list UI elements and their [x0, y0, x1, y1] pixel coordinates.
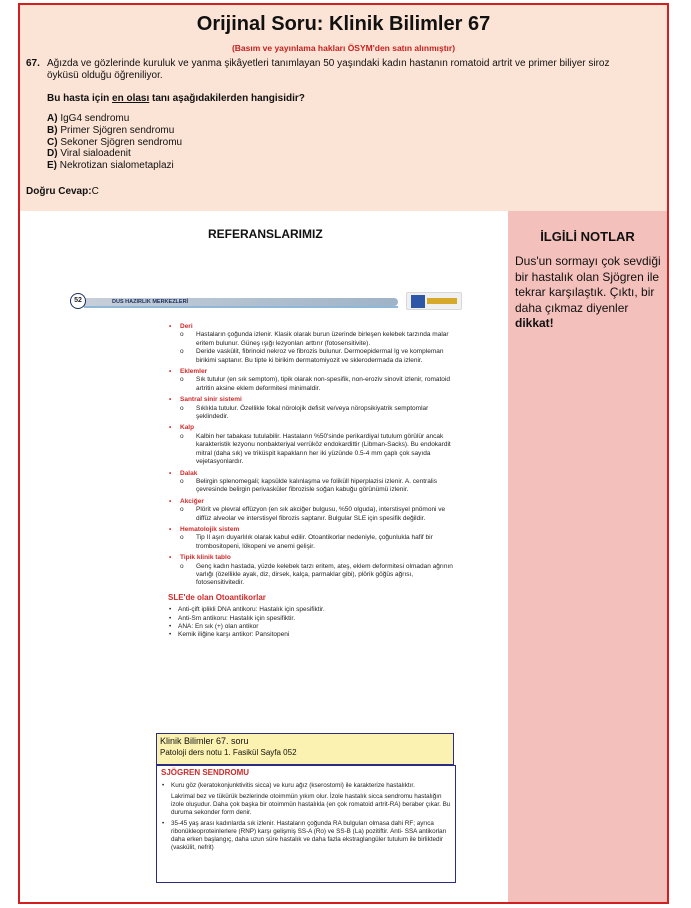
section-item: o Plörit ve plevral effüzyon (en sık akciğer bulgusu, %50 olguda), interstisyel pnömoni ve diffüz alveolar ve interstisyel fibrozis saptanır. Bulgular SLE için spesifik değildir.	[180, 506, 446, 522]
section-title: • Kalp	[168, 424, 458, 432]
sle-antibodies-title: SLE'de olan Otoantikorlar	[168, 592, 266, 602]
option-d	[47, 148, 182, 160]
question-panel	[20, 5, 667, 211]
correct-answer	[26, 186, 99, 197]
option-c	[47, 137, 182, 149]
option-text: Primer Sjögren sendromu	[60, 124, 175, 136]
antibody-item: • Anti-çift iplikli DNA antikoru: Hastalık için spesifiktir.	[168, 606, 458, 614]
antibody-item: • Anti-Sm antikoru: Hastalık için spesifiktir.	[168, 615, 458, 623]
doc-content	[168, 323, 458, 640]
question-prompt	[47, 93, 305, 104]
answer-label: Doğru Cevap:	[26, 186, 92, 197]
option-b	[47, 125, 182, 137]
section-item: o Sıklıkla tutulur. Özellikle fokal nörolojik defisit ve/veya nöropsikiyatrik semptomlar şeklindedir.	[180, 404, 429, 421]
item-text: Kalbin her tabakası tutulabilir. Hastaların %50'sinde perikardiyal tutulum görülür ancak karakteristik lezyonu nonbakteriyal verrüköz endokardittir (Libman-Sacks). Bu endokardit mitral (daha sık) ve triküspit kapakların her iki yüzünde 0.5-4 mm çaplı çok sayıda vejetasyonlardır.	[196, 432, 451, 466]
antibody-item: • Kemik iliğine karşı antikor: Pansitopeni	[168, 631, 458, 639]
section-title: • Hematolojik sistem	[168, 526, 458, 534]
doc-page-number: 52	[70, 293, 86, 309]
item-text: Plörit ve plevral effüzyon (en sık akciğer bulgusu, %50 olguda), interstisyel pnömoni ve diffüz alveolar ve interstisyel fibrozis saptanır. Bulgular SLE için spesifik değildir.	[196, 506, 446, 522]
option-letter: E)	[47, 160, 57, 172]
item-text: Belirgin splenomegali; kapsülde kalınlaşma ve foliküll hiperplazisi izlenir. A. centralis çevresinde belirgin perivasküler fibrozisle soğan kabuğu görünümü izlenir.	[196, 477, 437, 494]
answer-value: C	[91, 186, 99, 197]
sjogren-item: • Kuru göz (keratokonjunktivitis sicca) ve kuru ağız (kserostomi) ile karakterize hastalıktır.	[161, 782, 451, 790]
source-note-line2: Patoloji ders notu 1. Fasikül Sayfa 052	[160, 748, 297, 757]
option-text: Nekrotizan sialometaplazi	[59, 160, 174, 172]
section-item: o Tip II aşırı duyarlılık olarak kabul edilir. Otoantikorlar nedeniyle, çoğunlukla hafif bir trombositopeni, lökopeni ve anemi gelişir.	[180, 534, 433, 550]
option-text: IgG4 sendromu	[60, 113, 130, 124]
notes-emphasis: dikkat!	[515, 316, 554, 330]
notes-panel	[508, 211, 667, 902]
logo-mark	[411, 295, 425, 308]
logo-text-mark	[427, 298, 457, 304]
section-title: • Tipik klinik tablo	[168, 554, 458, 562]
section-item: o Genç kadın hastada, yüzde kelebek tarzı eritem, ateş, eklem deformitesi olmadan ağrının varlığı (özellikle ayak, diz, dirsek, kalça, parmaklar gibi), plörik göğüs ağrısı, fotosensitivitedir.	[180, 562, 453, 587]
prompt-underline: en olası	[112, 93, 150, 104]
antibody-item: • ANA: En sık (+) olan antikor	[168, 623, 458, 631]
option-e	[47, 160, 182, 172]
option-letter: D)	[47, 148, 58, 160]
section-title: • Eklemler	[168, 368, 458, 376]
page-title: Orijinal Soru: Klinik Bilimler 67	[196, 13, 491, 35]
source-note-box	[156, 733, 454, 765]
section-title: • Dalak	[168, 470, 458, 478]
sjogren-item: Lakrimal bez ve tükürük bezlerinde otoimmün yıkım olur. İzole hastalık sicca sendromu hastalığın izole oluşudur. Daha çok başka bir otoimmün hastalıkla (en çok romatoid artrit-RA) beraber çıkar. Bu duruma sekonder form denir.	[171, 793, 451, 817]
section-title: • Santral sinir sistemi	[168, 396, 458, 404]
section-item: o Hastaların çoğunda izlenir. Klasik olarak burun üzerinde birleşen kelebek tarzında malar eritem bulunur. Güneş ışığı lezyonları arttırır (fotosensitivite).	[180, 331, 449, 347]
option-a	[47, 113, 182, 125]
doc-header	[70, 291, 462, 311]
question-text: Ağızda ve gözlerinde kuruluk ve yanma şikâyetleri tanımlayan 50 yaşındaki kadın hastanın romatoid artrit ve primer biliyer siroz öyküsü olduğu öğreniliyor.	[47, 58, 610, 81]
publisher-logo	[406, 292, 462, 310]
item-text: Sık tutulur (en sık semptom), tipik olarak non-spesifik, non-eroziv sinovit izlenir, romatoid artritin aksine eklem deformitesi minimaldir.	[196, 376, 450, 392]
item-text: Tip II aşırı duyarlılık olarak kabul edilir. Otoantikorlar nedeniyle, çoğunlukla hafif bir trombositopeni, lökopeni ve anemi gelişir.	[196, 534, 433, 550]
question-number: 67.	[26, 58, 40, 69]
prompt-pre: Bu hasta için	[47, 93, 113, 104]
section-item: o Kalbin her tabakası tutulabilir. Hastaların %50'sinde perikardiyal tutulum görülür ancak karakteristik lezyonu nonbakteriyal verrüköz endokardittir (Libman-Sacks). Bu endokardit mitral (daha sık) ve triküspit kapakların her iki yüzünde 0.5-4 mm çaplı çok sayıda vejetasyonlardır.	[180, 432, 451, 466]
reference-page-image	[70, 291, 470, 881]
item-text: Deride vaskülit, fibrinoid nekroz ve fibrozis bulunur. Dermoepidermal Ig ve kompleman birikimi saptanır. Bu tipte ki birikim dermatomiyozit ve sklerodermada da izlenir.	[196, 348, 444, 364]
sjogren-box	[156, 765, 456, 883]
section-title: • Akciğer	[168, 498, 458, 506]
option-letter: A)	[47, 113, 58, 124]
option-text: Viral sialoadenit	[60, 148, 131, 160]
notes-body	[515, 254, 665, 332]
sjogren-item: • 35-45 yaş arası kadınlarda sık izlenir. Hastaların çoğunda RA bulguları olmasa dahi RF; ayrıca ribonükleoproteinlerlere (RNP) karşı gelişmiş SS-A (Ro) ve SS-B (La) pozitiftir. Anti- SSA antikorları daha erken başlangıç, daha uzun süre hastalık ve daha fazla ekstraglangüler tutulum ile birliktedir (vaskülit, nefrit)	[161, 820, 451, 852]
option-text: Sekoner Sjögren sendromu	[60, 136, 183, 148]
sjogren-title: SJÖGREN SENDROMU	[161, 768, 250, 777]
option-letter: B)	[47, 124, 58, 136]
item-text: Genç kadın hastada, yüzde kelebek tarzı eritem, ateş, eklem deformitesi olmadan ağrının varlığı (özellikle ayak, diz, dirsek, kalça, parmaklar gibi), plörik göğüs ağrısı, fotosensitivitedir.	[196, 562, 453, 587]
item-text: Hastaların çoğunda izlenir. Klasik olarak burun üzerinde birleşen kelebek tarzında malar eritem bulunur. Güneş ışığı lezyonları arttırır (fotosensitivite).	[196, 331, 449, 347]
section-item: o Belirgin splenomegali; kapsülde kalınlaşma ve foliküll hiperplazisi izlenir. A. centralis çevresinde belirgin perivasküler fibrozisle soğan kabuğu görünümü izlenir.	[180, 477, 437, 494]
page-frame	[18, 3, 669, 904]
references-title: REFERANSLARIMIZ	[208, 227, 323, 241]
copyright-note: (Basım ve yayınlama hakları ÖSYM'den satın alınmıştır)	[231, 43, 456, 53]
doc-header-label: DUS HAZIRLIK MERKEZLERİ	[112, 299, 189, 305]
answer-options	[47, 113, 182, 172]
notes-title: İLGİLİ NOTLAR	[540, 229, 635, 244]
notes-text: Dus'un sormayı çok sevdiği bir hastalık olan Sjögren ile tekrar karşılaştık. Çıktı, bir daha çıkmaz diyenler	[515, 254, 661, 315]
option-letter: C)	[47, 136, 58, 148]
prompt-post: tanı aşağıdakilerden hangisidir?	[149, 93, 305, 104]
item-text: Sıklıkla tutulur. Özellikle fokal nörolojik defisit ve/veya nöropsikiyatrik semptomlar şeklindedir.	[196, 404, 429, 421]
section-item: o Sık tutulur (en sık semptom), tipik olarak non-spesifik, non-eroziv sinovit izlenir, romatoid artritin aksine eklem deformitesi minimaldir.	[180, 376, 450, 392]
section-item: o Deride vaskülit, fibrinoid nekroz ve fibrozis bulunur. Dermoepidermal Ig ve kompleman birikimi saptanır. Bu tipte ki birikim dermatomiyozit ve sklerodermada da izlenir.	[180, 348, 444, 364]
section-title: • Deri	[168, 323, 458, 331]
source-note-line1: Klinik Bilimler 67. soru	[160, 736, 249, 746]
